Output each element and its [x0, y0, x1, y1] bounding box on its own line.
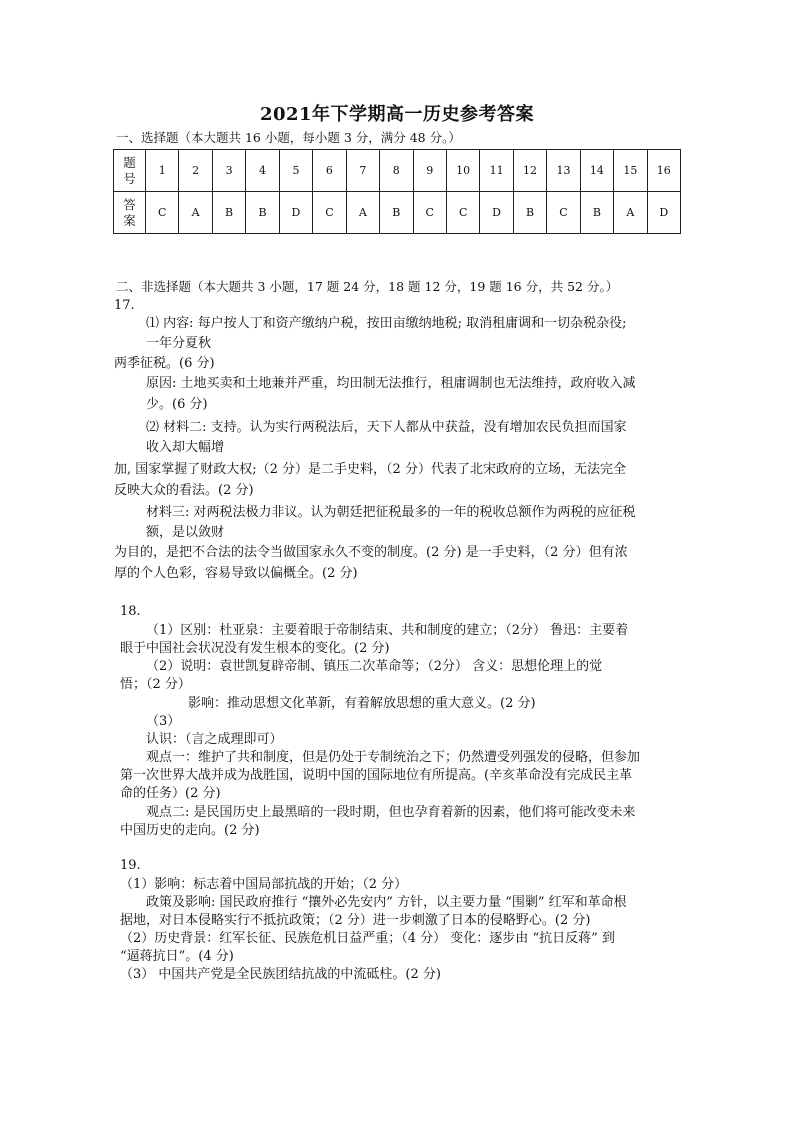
answer-cell: C — [313, 192, 346, 234]
answer-line: 收入却大幅增 — [146, 440, 225, 455]
answer-line: （3） — [146, 714, 181, 729]
question-number-cell: 3 — [212, 150, 245, 192]
answer-table — [113, 149, 681, 234]
row-header-answers — [114, 192, 146, 234]
answer-line: ⑴ 内容: 每户按人丁和资产缴纳户税，按田亩缴纳地税; 取消租庸调和一切杂税杂役; — [146, 316, 627, 331]
question-number-cell: 16 — [647, 150, 680, 192]
question-number-cell: 4 — [246, 150, 279, 192]
question-number-cell: 12 — [513, 150, 546, 192]
answer-line: “逼蒋抗日”。(4 分) — [120, 949, 234, 964]
question-19-number: 19. — [120, 858, 141, 873]
table-row-answers — [114, 192, 681, 234]
answer-line: 原因: 土地买卖和土地兼并严重，均田制无法推行，租庸调制也无法维持，政府收入减 — [146, 376, 636, 391]
answer-line: 悟；（2 分） — [120, 677, 191, 692]
answer-line: （3） 中国共产党是全民族团结抗战的中流砥柱。(2 分) — [120, 967, 441, 982]
answer-line: ⑵ 材料二: 支持。认为实行两税法后，天下人都从中获益，没有增加农民负担而国家 — [146, 420, 627, 435]
answer-cell: B — [513, 192, 546, 234]
answer-cell: D — [279, 192, 312, 234]
answer-line: 少。(6 分) — [146, 397, 208, 412]
section1-heading: 一、选择题（本大题共 16 小题，每小题 3 分，满分 48 分。） — [116, 130, 461, 145]
answer-line: 材料三: 对两税法极力非议。认为朝廷把征税最多的一年的税收总额作为两税的应征税 — [146, 505, 636, 520]
answer-line: 加, 国家掌握了财政大权;（2 分）是二手史料，（2 分）代表了北宋政府的立场，无法完全 — [114, 462, 626, 477]
answer-line: （2）历史背景：红军长征、民族危机日益严重；（4 分） 变化：逐步由 “抗日反蒋” 到 — [120, 931, 615, 946]
answer-cell: B — [380, 192, 413, 234]
row-header-char: 案 — [123, 212, 136, 228]
question-number-cell: 13 — [547, 150, 580, 192]
question-number-cell: 15 — [614, 150, 647, 192]
answer-cell: C — [446, 192, 479, 234]
answer-line: 政策及影响: 国民政府推行 “攘外必先安内” 方针，以主要力量 “围剿” 红军和革命根 — [146, 895, 627, 910]
answer-line: 命的任务）(2 分) — [120, 786, 221, 801]
answer-cell: B — [580, 192, 613, 234]
answer-line: 观点一：维护了共和制度，但是仍处于专制统治之下；仍然遭受列强发的侵略，但参加 — [146, 750, 641, 765]
answer-cell: B — [212, 192, 245, 234]
row-header-char: 答 — [123, 196, 136, 212]
answer-line: 眼于中国社会状况没有发生根本的变化。(2 分) — [120, 641, 390, 656]
answer-cell: C — [547, 192, 580, 234]
question-number-cell: 10 — [446, 150, 479, 192]
answer-line: 中国历史的走向。(2 分) — [120, 823, 260, 838]
question-number-cell: 14 — [580, 150, 613, 192]
question-number-cell: 6 — [313, 150, 346, 192]
answer-cell: A — [346, 192, 379, 234]
question-number-cell: 5 — [279, 150, 312, 192]
answer-cell: B — [246, 192, 279, 234]
question-number-cell: 7 — [346, 150, 379, 192]
answer-cell: A — [614, 192, 647, 234]
question-number-cell: 11 — [480, 150, 513, 192]
answer-cell: C — [146, 192, 179, 234]
row-header-numbers — [114, 150, 146, 192]
answer-line: （1）影响：标志着中国局部抗战的开始；（2 分） — [120, 877, 408, 892]
answer-cell: A — [179, 192, 212, 234]
question-18-number: 18. — [120, 604, 141, 619]
answer-line: 两季征税。(6 分) — [114, 356, 215, 371]
answer-line: 据地，对日本侵略实行不抵抗政策；（2 分）进一步刺激了日本的侵略野心。(2 分) — [120, 913, 591, 928]
question-number-cell: 1 — [146, 150, 179, 192]
answer-cell: D — [480, 192, 513, 234]
row-header-char: 题 — [123, 154, 136, 170]
section2-heading: 二、非选择题（本大题共 3 小题，17 题 24 分，18 题 12 分，19 题 16 分，共 52 分。） — [116, 279, 619, 294]
answer-line: 反映大众的看法。(2 分) — [114, 483, 254, 498]
answer-line: 为目的，是把不合法的法令当做国家永久不变的制度。(2 分) 是一手史料，（2 分）但有浓 — [114, 545, 628, 560]
question-number-cell: 2 — [179, 150, 212, 192]
row-header-char: 号 — [123, 170, 136, 186]
answer-cell: C — [413, 192, 446, 234]
answer-line: （1）区别：杜亚泉：主要着眼于帝制结束、共和制度的建立；（2分） 鲁迅：主要着 — [146, 623, 629, 638]
answer-line: 一年分夏秋 — [146, 336, 212, 351]
answer-line: 第一次世界大战并成为战胜国，说明中国的国际地位有所提高。(辛亥革命没有完成民主革 — [120, 768, 633, 783]
answer-line: 厚的个人色彩，容易导致以偏概全。(2 分) — [114, 566, 358, 581]
table-row-numbers — [114, 150, 681, 192]
answer-line: 额，是以敛财 — [146, 525, 225, 540]
question-17-number: 17. — [114, 298, 135, 313]
answer-line: （2）说明：袁世凯复辟帝制、镇压二次革命等；（2分） 含义：思想伦理上的觉 — [146, 659, 603, 674]
answer-line: 认识：（言之成理即可） — [146, 732, 283, 747]
answer-line: 观点二: 是民国历史上最黑暗的一段时期，但也孕育着新的因素，他们将可能改变未来 — [146, 805, 636, 820]
answer-line: 影响：推动思想文化革新，有着解放思想的重大意义。(2 分) — [188, 696, 536, 711]
question-number-cell: 9 — [413, 150, 446, 192]
question-number-cell: 8 — [380, 150, 413, 192]
answer-cell: D — [647, 192, 680, 234]
page-title: 2021年下学期高一历史参考答案 — [259, 104, 535, 125]
